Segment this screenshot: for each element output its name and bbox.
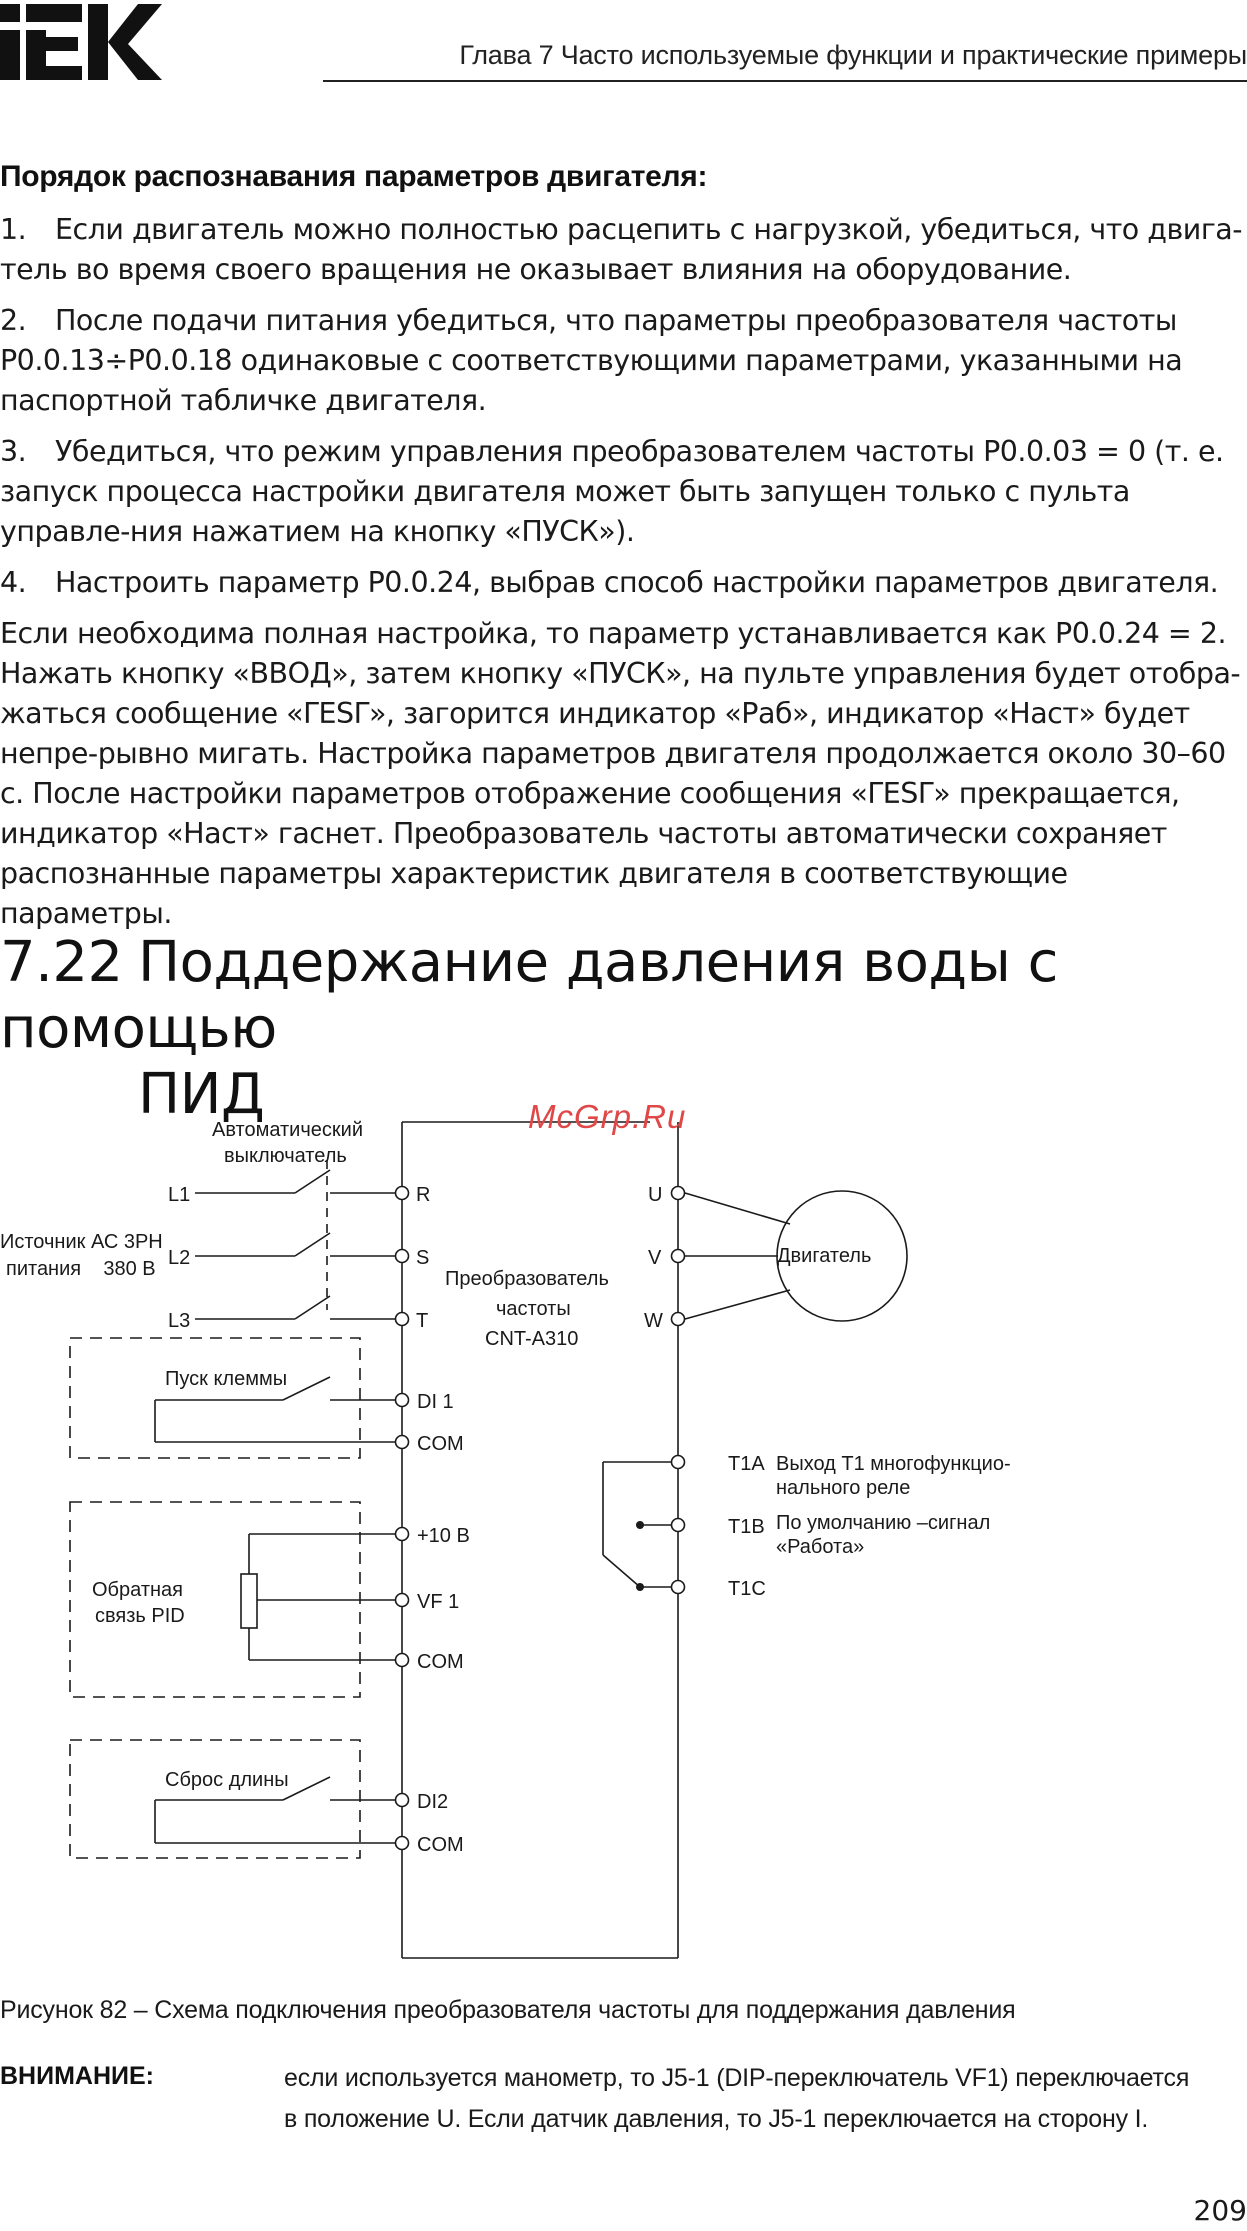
iek-logo [0,4,162,80]
motor-id-steps [0,210,1247,945]
relay-label-2: нального реле [776,1477,911,1499]
terminal-w: W [644,1310,663,1332]
source-label-1: Источник АС 3РН [0,1231,163,1253]
step-text: Если двигатель можно полностью расцепить с нагрузкой, убедиться, что двига-тель во время своего вращения не оказывает влияния на оборудование. [0,213,1243,286]
step-number: 2. [0,304,27,337]
motor-id-heading: Порядок распознавания параметров двигателя: [0,160,708,193]
terminal-com-2: COM [417,1651,464,1673]
terminal-s: S [416,1247,430,1269]
reset-length-label: Сброс длины [165,1769,289,1791]
terminal-plus10: +10 В [417,1525,470,1547]
relay-label-1: Выход Т1 многофункцио- [776,1453,1011,1475]
step-item [0,210,1247,290]
converter-label-3: CNT-A310 [485,1328,579,1350]
attention-label: ВНИМАНИЕ: [0,2062,154,2090]
source-label-2: питания 380 В [6,1258,156,1280]
step-number: 3. [0,435,27,468]
step-text: После подачи питания убедиться, что параметры преобразователя частоты P0.0.13÷P0.0.18 одинаковые с соответствующими параметрами, указанными на паспортной табличке двигателя. [0,304,1183,417]
page-number: 209 [1193,2194,1247,2227]
step-text: Убедиться, что режим управления преобразователем частоты P0.0.03 = 0 (т. е. запуск процесса настройки двигателя может быть запущен только с пульта управле-ния нажатием на кнопку «ПУСК»). [0,435,1224,548]
attention-text [284,2058,1244,2140]
terminal-di2: DI2 [417,1791,449,1813]
motor-id-paragraph: Если необходима полная настройка, то параметр устанавливается как P0.0.24 = 2. Нажать кнопку «ВВОД», затем кнопку «ПУСК», на пульте управления будет отобра-жаться сообщение «ΓESΓ», загорится индикатор «Раб», индикатор «Наст» будет непре-рывно мигать. Настройка параметров двигателя продолжается около 30–60 с. После настройки параметров отображение сообщения «ΓESΓ» прекращается, индикатор «Наст» гаснет. Преобразователь частоты автоматически сохраняет распознанные параметры характеристик двигателя в соответствующие параметры. [0,617,1241,930]
iek-logo-mark [0,4,162,80]
line-label-l1: L1 [168,1184,191,1206]
terminal-t1a: T1A [728,1453,765,1475]
chapter-title: Глава 7 Часто используемые функции и практические примеры [459,40,1247,70]
section-title-line2: ПИД [138,1062,265,1127]
header-divider [323,80,1247,82]
step-number: 1. [0,213,27,246]
terminal-v: V [648,1247,662,1269]
section-title-line1: Поддержание давления воды с помощью [0,930,1058,1061]
attention-line-1: если используется манометр, то J5-1 (DIP-переключатель VF1) переключается [284,2064,1190,2092]
terminal-t1b: T1B [728,1516,765,1538]
step-text: Настроить параметр P0.0.24, выбрав способ настройки параметров двигателя. [55,566,1219,599]
breaker-label-1: Автоматический [212,1119,363,1141]
pid-label-1: Обратная [92,1579,183,1601]
step-item [0,563,1247,603]
terminal-u: U [648,1184,663,1206]
relay-label-4: «Работа» [776,1536,865,1558]
step-item [0,432,1247,552]
start-terminals-label: Пуск клеммы [165,1368,288,1390]
wiring-diagram [0,1100,1247,1980]
step-number: 4. [0,566,27,599]
terminal-di1: DI 1 [417,1391,454,1413]
pid-label-2: связь PID [95,1605,185,1627]
terminal-com-1: COM [417,1433,464,1455]
step-item [0,301,1247,421]
converter-label-2: частоты [496,1298,571,1320]
converter-label-1: Преобразователь [445,1268,609,1290]
figure-caption: Рисунок 82 – Схема подключения преобразователя частоты для поддержания давления [0,1996,1016,2024]
line-label-l2: L2 [168,1247,191,1269]
terminal-r: R [416,1184,431,1206]
terminal-com-3: COM [417,1834,464,1856]
relay-label-3: По умолчанию –сигнал [776,1512,991,1534]
line-label-l3: L3 [168,1310,191,1332]
watermark: McGrp.Ru [528,1100,687,1135]
terminal-t1c: T1C [728,1578,766,1600]
section-title [0,930,1247,1128]
terminal-vf1: VF 1 [417,1591,460,1613]
attention-line-2: в положение U. Если датчик давления, то J5-1 переключается на сторону I. [284,2105,1149,2133]
breaker-label-2: выключатель [224,1145,347,1167]
terminal-t: T [416,1310,429,1332]
section-number: 7.22 [0,930,123,995]
motor-label: Двигатель [777,1245,872,1267]
